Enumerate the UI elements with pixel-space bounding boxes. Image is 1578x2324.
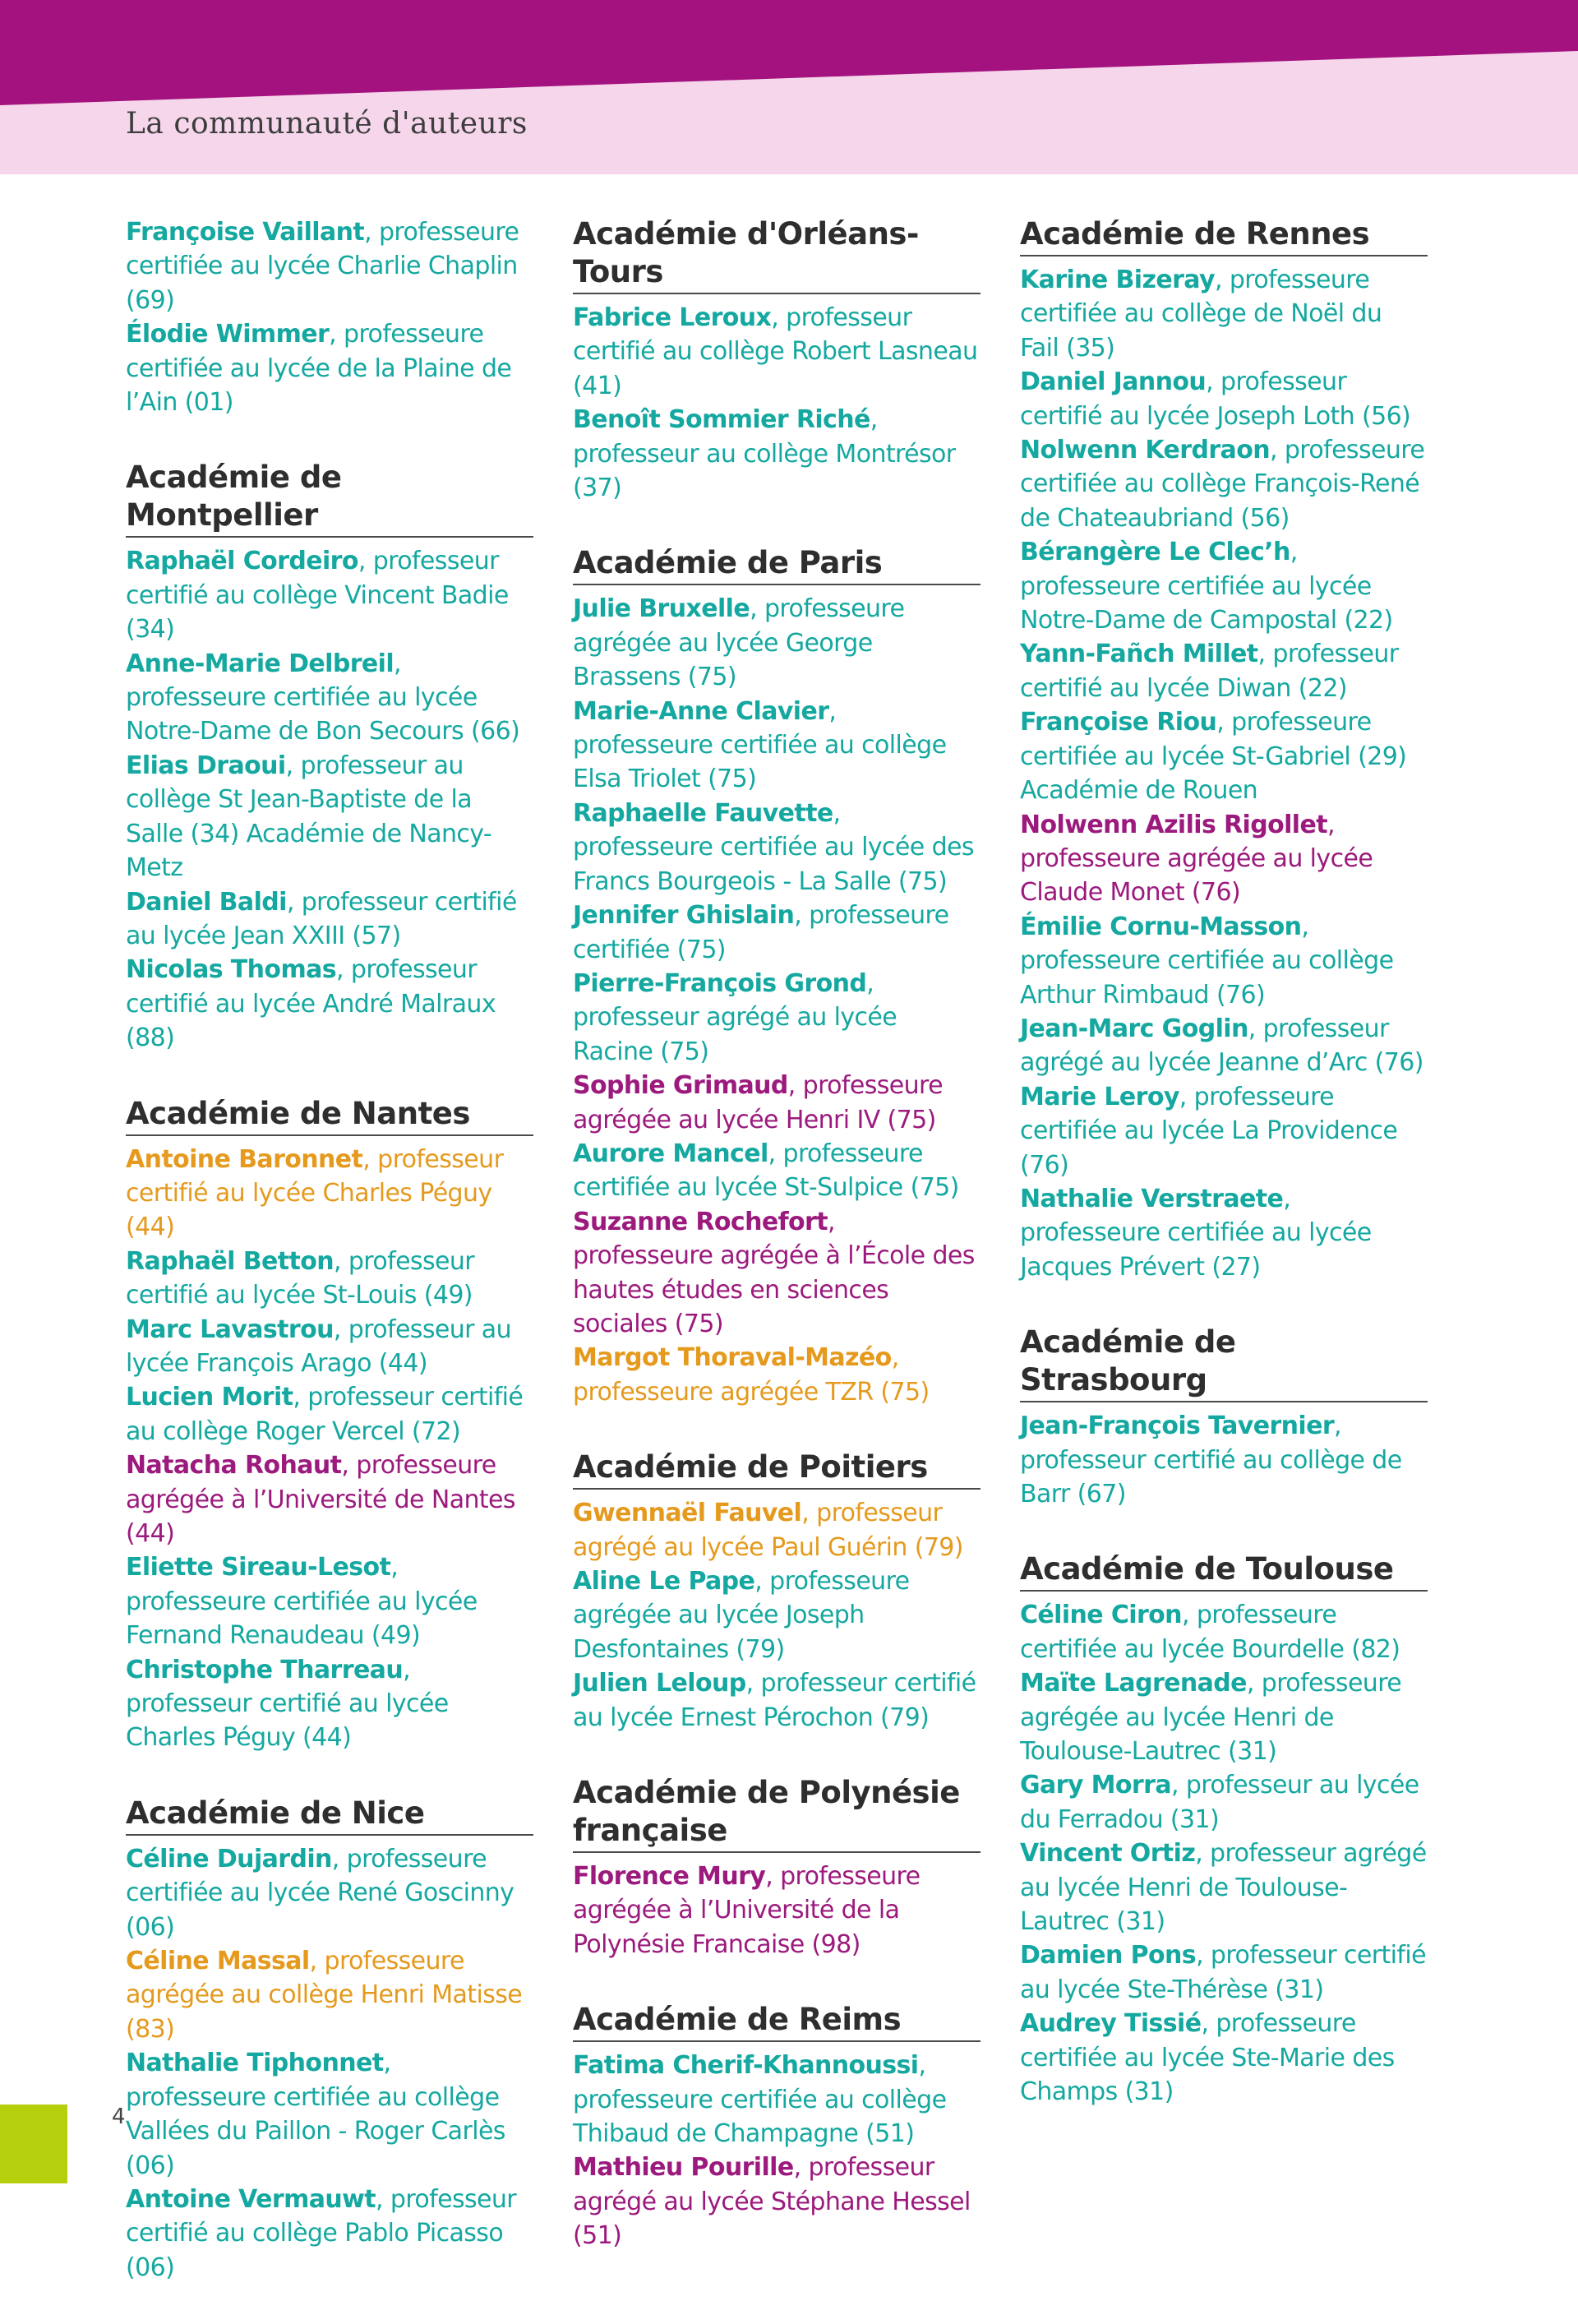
author-name: Maïte Lagrenade: [1020, 1669, 1247, 1698]
author-description: , professeure agrégée à l’Université de Nantes (44): [126, 1451, 515, 1548]
author-description: , professeure certifiée au lycée Jacques Prévert (27): [1020, 1184, 1372, 1282]
author-name: Aurore Mancel: [573, 1139, 768, 1168]
author-description: , professeur agrégé au lycée Stéphane Hessel (51): [573, 2153, 971, 2251]
section-title: Académie de Paris: [573, 544, 980, 585]
section-title: Académie de Strasbourg: [1020, 1324, 1428, 1402]
author-name: Natacha Rohaut: [126, 1451, 342, 1481]
author-entry: [1020, 1080, 1428, 1182]
author-entry: [126, 1245, 533, 1313]
author-entry: [573, 2049, 980, 2151]
section-title: Académie de Rennes: [1020, 215, 1428, 256]
author-name: Suzanne Rochefort: [573, 1207, 828, 1236]
author-entry: [126, 317, 533, 419]
academy-section: [573, 215, 980, 505]
author-entry: [1020, 1666, 1428, 1768]
author-description: , professeure certifiée au collège François-René de Chateaubriand (56): [1020, 436, 1425, 533]
author-description: , professeure agrégée au lycée George Brassens (75): [573, 594, 905, 692]
author-name: Eliette Sireau-Lesot: [126, 1553, 391, 1582]
author-description: , professeur agrégé au lycée Henri de Toulouse-Lautrec (31): [1020, 1839, 1427, 1937]
author-entry: [1020, 1938, 1428, 2007]
author-name: Céline Massal: [126, 1947, 310, 1976]
author-entry: [126, 647, 533, 749]
author-description: , professeur certifié au lycée Charles Péguy (44): [126, 1144, 504, 1242]
author-name: Audrey Tissié: [1020, 2009, 1202, 2039]
author-description: , professeur au collège St Jean-Baptiste de la Salle (34) Académie de Nancy-Metz: [126, 751, 492, 883]
header-title: La communauté d'auteurs: [126, 107, 528, 141]
author-entry: [1020, 433, 1428, 535]
author-description: , professeur certifié au lycée St-Louis (49): [126, 1246, 474, 1310]
author-name: Julie Bruxelle: [573, 594, 750, 624]
author-description: , professeure certifiée au collège Arthur Rimbaud (76): [1020, 912, 1394, 1010]
author-entry: [126, 885, 533, 954]
author-name: Céline Ciron: [1020, 1601, 1182, 1630]
author-entry: [573, 1137, 980, 1205]
author-description: , professeure certifiée au lycée Notre-Dame de Bon Secours (66): [126, 649, 520, 746]
author-entry: [1020, 910, 1428, 1012]
author-name: Bérangère Le Clec’h: [1020, 538, 1290, 567]
academy-section: [126, 1795, 533, 2285]
author-name: Gary Morra: [1020, 1771, 1171, 1800]
author-name: Karine Bizeray: [1020, 266, 1215, 294]
author-name: Lucien Morit: [126, 1383, 293, 1412]
author-name: Damien Pons: [1020, 1941, 1197, 1971]
author-description: , professeur au collège Montrésor (37): [573, 405, 956, 503]
author-name: Émilie Cornu-Masson: [1020, 912, 1302, 941]
author-entry: [573, 1341, 980, 1409]
academy-section: [126, 1095, 533, 1755]
author-name: Elias Draoui: [126, 751, 286, 780]
author-description: , professeur certifié au collège Pablo Picasso (06): [126, 2184, 517, 2282]
author-name: Nicolas Thomas: [126, 955, 337, 985]
author-name: Mathieu Pourille: [573, 2153, 794, 2183]
author-entry: [573, 695, 980, 797]
section-title: Académie de Polynésie française: [573, 1774, 980, 1853]
author-name: Françoise Vaillant: [126, 218, 365, 247]
author-name: Antoine Baronnet: [126, 1144, 363, 1174]
author-description: , professeure certifiée au collège Elsa Triolet (75): [573, 696, 947, 794]
author-description: , professeure certifiée au lycée Fernand Renaudeau (49): [126, 1553, 478, 1651]
author-description: , professeure agrégée au lycée Joseph Desfontaines (79): [573, 1567, 910, 1664]
column-2: [573, 215, 980, 2293]
author-description: , professeure certifiée au lycée des Francs Bourgeois - La Salle (75): [573, 798, 974, 896]
academy-section: [1020, 1550, 1428, 2109]
author-entry: [1020, 637, 1428, 705]
author-description: , professeure certifiée au lycée La Providence (76): [1020, 1082, 1398, 1180]
academy-section: [126, 215, 533, 419]
author-entry: [1020, 263, 1428, 365]
author-name: Jean-François Tavernier: [1020, 1411, 1335, 1441]
author-entry: [1020, 1182, 1428, 1284]
author-entry: [126, 1380, 533, 1448]
author-entry: [573, 967, 980, 1069]
author-name: Élodie Wimmer: [126, 320, 330, 349]
author-entry: [573, 2151, 980, 2252]
column-1: [126, 215, 533, 2324]
author-description: , professeure certifiée au lycée de la Plaine de l’Ain (01): [126, 320, 512, 418]
section-title: Académie de Montpellier: [126, 459, 533, 538]
author-entry: [573, 1666, 980, 1735]
author-description: , professeur agrégé au lycée Paul Guérin (79): [573, 1499, 963, 1562]
author-description: , professeure certifiée au collège de Noël du Fail (35): [1020, 266, 1382, 363]
author-description: , professeur certifié au lycée André Malraux (88): [126, 955, 496, 1053]
author-description: , professeure certifiée (75): [573, 901, 949, 964]
author-description: , professeure certifiée au lycée René Goscinny (06): [126, 1844, 514, 1942]
author-name: Pierre-François Grond: [573, 968, 867, 998]
author-entry: [573, 403, 980, 505]
author-name: Christophe Tharreau: [126, 1655, 404, 1684]
author-entry: [1020, 705, 1428, 807]
academy-section: [1020, 215, 1428, 1284]
author-description: , professeure certifiée au collège Vallées du Paillon - Roger Carlès (06): [126, 2049, 505, 2180]
author-entry: [573, 1564, 980, 1666]
author-description: , professeur certifié au lycée Ste-Thérèse (31): [1020, 1941, 1426, 2004]
academy-section: [126, 459, 533, 1055]
author-entry: [126, 1143, 533, 1245]
author-name: Julien Leloup: [573, 1669, 746, 1698]
author-name: Raphaelle Fauvette: [573, 798, 833, 828]
author-description: , professeur au lycée du Ferradou (31): [1020, 1771, 1419, 1834]
author-description: , professeure agrégée au lycée Henri de Toulouse-Lautrec (31): [1020, 1669, 1402, 1767]
author-entry: [1020, 1768, 1428, 1837]
author-description: , professeure certifiée au lycée Bourdelle (82): [1020, 1601, 1400, 1664]
author-name: Marc Lavastrou: [126, 1314, 334, 1344]
author-entry: [126, 1550, 533, 1652]
author-entry: [573, 592, 980, 694]
author-entry: [1020, 1598, 1428, 1666]
author-entry: [126, 2183, 533, 2285]
section-title: Académie de Poitiers: [573, 1448, 980, 1490]
author-name: Vincent Ortiz: [1020, 1839, 1196, 1869]
author-description: , professeur certifié au collège Roger Vercel (72): [126, 1383, 524, 1446]
author-description: , professeur agrégé au lycée Racine (75): [573, 968, 897, 1066]
author-description: , professeure certifiée au lycée Ste-Marie des Champs (31): [1020, 2009, 1395, 2107]
author-entry: [573, 1496, 980, 1564]
author-name: Daniel Baldi: [126, 887, 287, 917]
author-name: Margot Thoraval-Mazéo: [573, 1343, 892, 1373]
author-description: , professeure agrégée à l’Université de la Polynésie Francaise (98): [573, 1862, 920, 1959]
author-description: , professeur certifié au lycée Jean XXIII (57): [126, 887, 517, 950]
academy-section: [573, 544, 980, 1409]
author-entry: [1020, 808, 1428, 910]
author-description: , professeure agrégée à l’École des hautes études en sciences sociales (75): [573, 1207, 975, 1338]
author-entry: [573, 797, 980, 899]
green-corner-block: [0, 2105, 67, 2183]
author-name: Florence Mury: [573, 1862, 766, 1892]
author-entry: [573, 1069, 980, 1137]
author-description: , professeur agrégé au lycée Jeanne d’Arc (76): [1020, 1014, 1423, 1078]
section-title: Académie de Toulouse: [1020, 1550, 1428, 1592]
author-entry: [126, 1313, 533, 1381]
author-entry: [573, 1205, 980, 1342]
author-name: Françoise Riou: [1020, 708, 1217, 737]
author-name: Céline Dujardin: [126, 1844, 332, 1874]
author-entry: [126, 1944, 533, 2046]
author-name: Nathalie Tiphonnet: [126, 2049, 384, 2078]
section-title: Académie d'Orléans-Tours: [573, 215, 980, 294]
author-description: , professeure certifiée au lycée St-Sulpice (75): [573, 1139, 959, 1203]
author-name: Aline Le Pape: [573, 1567, 755, 1596]
author-entry: [126, 953, 533, 1055]
author-description: , professeur certifié au lycée Charles Péguy (44): [126, 1655, 449, 1753]
author-name: Antoine Vermauwt: [126, 2184, 376, 2214]
author-name: Fabrice Leroux: [573, 303, 772, 332]
author-name: Daniel Jannou: [1020, 367, 1207, 397]
author-name: Yann-Fañch Millet: [1020, 640, 1258, 669]
author-name: Fatima Cherif-Khannoussi: [573, 2051, 919, 2081]
author-description: , professeur certifié au collège Robert Lasneau (41): [573, 303, 978, 400]
author-entry: [126, 1842, 533, 1944]
author-entry: [126, 544, 533, 646]
author-entry: [126, 2046, 533, 2183]
author-description: , professeur certifié au collège Vincent Badie (34): [126, 547, 509, 645]
author-description: , professeure certifiée au lycée Notre-Dame de Campostal (22): [1020, 538, 1393, 635]
author-name: Raphaël Cordeiro: [126, 547, 358, 576]
author-description: , professeure certifiée au lycée St-Gabriel (29) Académie de Rouen: [1020, 708, 1407, 806]
author-entry: [126, 749, 533, 885]
author-description: , professeur certifié au lycée Joseph Loth (56): [1020, 367, 1411, 431]
author-name: Jennifer Ghislain: [573, 901, 795, 931]
author-entry: [126, 215, 533, 317]
author-name: Benoît Sommier Riché: [573, 405, 870, 435]
author-name: Gwennaël Fauvel: [573, 1499, 802, 1528]
author-name: Nolwenn Azilis Rigollet: [1020, 810, 1327, 839]
author-description: , professeur certifié au collège de Barr (67): [1020, 1411, 1402, 1509]
column-3: [1020, 215, 1428, 2149]
page-number: 4: [112, 2105, 126, 2129]
author-name: Sophie Grimaud: [573, 1071, 788, 1101]
author-description: , professeure agrégée au lycée Henri IV (75): [573, 1071, 943, 1134]
author-entry: [1020, 365, 1428, 433]
author-name: Anne-Marie Delbreil: [126, 649, 394, 678]
section-title: Académie de Nantes: [126, 1095, 533, 1136]
author-entry: [1020, 1012, 1428, 1080]
author-description: , professeure agrégée TZR (75): [573, 1343, 930, 1407]
section-title: Académie de Nice: [126, 1795, 533, 1836]
author-description: , professeure agrégée au lycée Claude Monet (76): [1020, 810, 1373, 908]
author-entry: [573, 1860, 980, 1961]
author-entry: [573, 899, 980, 967]
author-name: Jean-Marc Goglin: [1020, 1014, 1248, 1043]
author-entry: [126, 1448, 533, 1550]
author-name: Raphaël Betton: [126, 1246, 334, 1276]
author-name: Nolwenn Kerdraon: [1020, 436, 1270, 465]
author-description: , professeure agrégée au collège Henri Matisse (83): [126, 1947, 523, 2044]
academy-section: [1020, 1324, 1428, 1511]
author-description: , professeur certifié au lycée Ernest Pérochon (79): [573, 1669, 976, 1732]
author-entry: [1020, 1409, 1428, 1511]
author-entry: [1020, 2007, 1428, 2109]
author-description: , professeure certifiée au lycée Charlie Chaplin (69): [126, 218, 519, 315]
author-name: Marie Leroy: [1020, 1082, 1179, 1111]
author-description: , professeure certifiée au collège Thibaud de Champagne (51): [573, 2051, 947, 2149]
section-title: Académie de Reims: [573, 2001, 980, 2042]
author-name: Marie-Anne Clavier: [573, 696, 829, 726]
academy-section: [573, 1448, 980, 1735]
academy-section: [573, 1774, 980, 1961]
author-name: Nathalie Verstraete: [1020, 1184, 1284, 1213]
author-description: , professeur au lycée François Arago (44): [126, 1314, 512, 1378]
author-description: , professeur certifié au lycée Diwan (22): [1020, 640, 1399, 703]
author-entry: [126, 1653, 533, 1755]
author-entry: [573, 301, 980, 403]
header-banner: [0, 0, 1578, 181]
academy-section: [573, 2001, 980, 2252]
author-entry: [1020, 535, 1428, 637]
author-entry: [1020, 1837, 1428, 1938]
